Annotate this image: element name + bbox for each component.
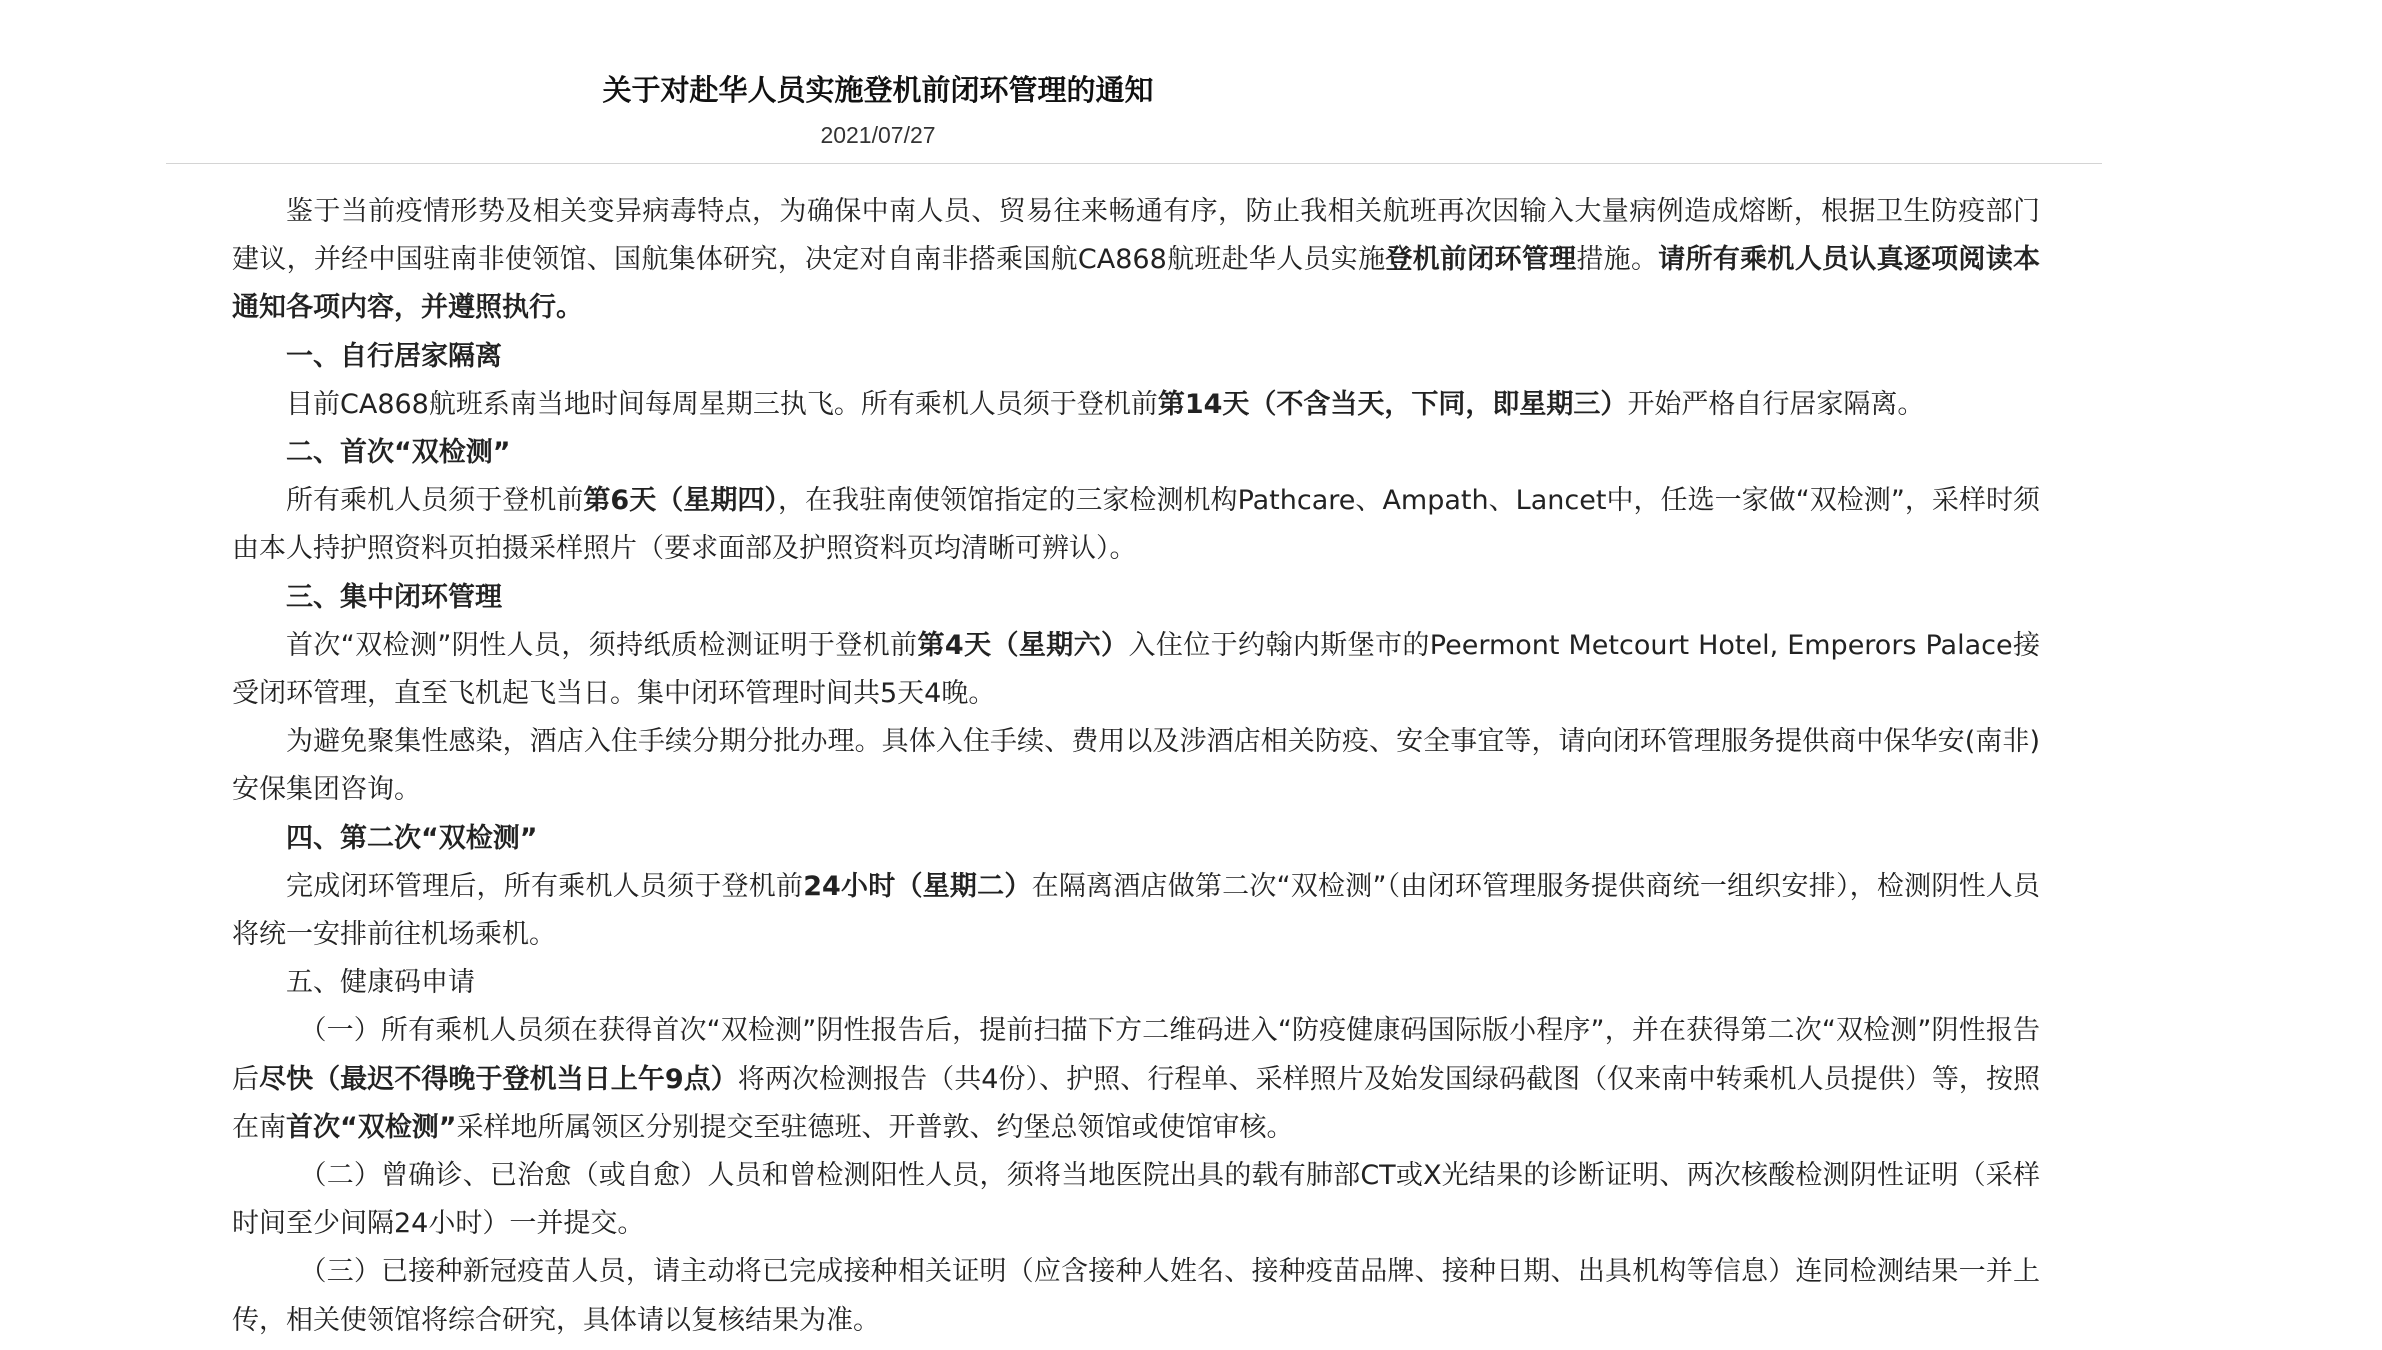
section-4-heading: 四、第二次“双检测”	[286, 822, 538, 854]
section-4-paragraph: 完成闭环管理后，所有乘机人员须于登机前24小时（星期二）在隔离酒店做第二次“双检测”（由闭环管理服务提供商统一组织安排），检测阴性人员将统一安排前往机场乘机。	[232, 870, 2041, 951]
section-5-paragraph-1: （一）所有乘机人员须在获得首次“双检测”阴性报告后，提前扫描下方二维码进入“防疫健康码国际版小程序”，并在获得第二次“双检测”阴性报告后尽快（最迟不得晚于登机当日上午9点）将两次检测报告（共4份）、护照、行程单、采样照片及始发国绿码截图（仅来南中转乘机人员提供）等，按照在南首次“双检测”采样地所属领区分别提交至驻德班、开普敦、约堡总领馆或使馆审核。	[232, 1015, 2040, 1143]
notice-title: 关于对赴华人员实施登机前闭环管理的通知	[602, 73, 1154, 107]
intro-paragraph: 鉴于当前疫情形势及相关变异病毒特点，为确保中南人员、贸易往来畅通有序，防止我相关航班再次因输入大量病例造成熔断，根据卫生防疫部门建议，并经中国驻南非使领馆、国航集体研究，决定对自南非搭乘国航CA868航班赴华人员实施登机前闭环管理措施。请所有乘机人员认真逐项阅读本通知各项内容，并遵照执行。	[232, 196, 2041, 324]
section-2-heading: 二、首次“双检测”	[286, 437, 511, 469]
section-3-heading: 三、集中闭环管理	[286, 581, 502, 613]
section-5-heading: 五、健康码申请	[286, 967, 475, 999]
section-1-paragraph: 目前CA868航班系南当地时间每周星期三执飞。所有乘机人员须于登机前第14天（不含当天，下同，即星期三）开始严格自行居家隔离。	[286, 388, 1925, 420]
section-5-paragraph-2: （二）曾确诊、已治愈（或自愈）人员和曾检测阳性人员，须将当地医院出具的载有肺部CT或X光结果的诊断证明、两次核酸检测阴性证明（采样时间至少间隔24小时）一并提交。	[232, 1160, 2040, 1240]
notice-date: 2021/07/27	[820, 122, 936, 148]
section-3-paragraph-1: 首次“双检测”阴性人员，须持纸质检测证明于登机前第4天（星期六）入住位于约翰内斯堡市的Peermont Metcourt Hotel, Emperors Palace接受闭环管理，直至飞机起飞当日。集中闭环管理时间共5天4晚。	[232, 629, 2040, 710]
section-3-paragraph-2: 为避免聚集性感染，酒店入住手续分期分批办理。具体入住手续、费用以及涉酒店相关防疫、安全事宜等，请向闭环管理服务提供商中保华安(南非)安保集团咨询。	[232, 726, 2040, 806]
section-1-heading: 一、自行居家隔离	[286, 340, 502, 372]
title-divider	[166, 163, 2102, 164]
notice-body	[232, 188, 2040, 1345]
section-2-paragraph: 所有乘机人员须于登机前第6天（星期四），在我驻南使领馆指定的三家检测机构Pathcare、Ampath、Lancet中，任选一家做“双检测”，采样时须由本人持护照资料页拍摄采样照片（要求面部及护照资料页均清晰可辨认）。	[232, 485, 2040, 565]
section-5-paragraph-3: （三）已接种新冠疫苗人员，请主动将已完成接种相关证明（应含接种人姓名、接种疫苗品牌、接种日期、出具机构等信息）连同检测结果一并上传，相关使领馆将综合研究，具体请以复核结果为准。	[232, 1256, 2040, 1336]
